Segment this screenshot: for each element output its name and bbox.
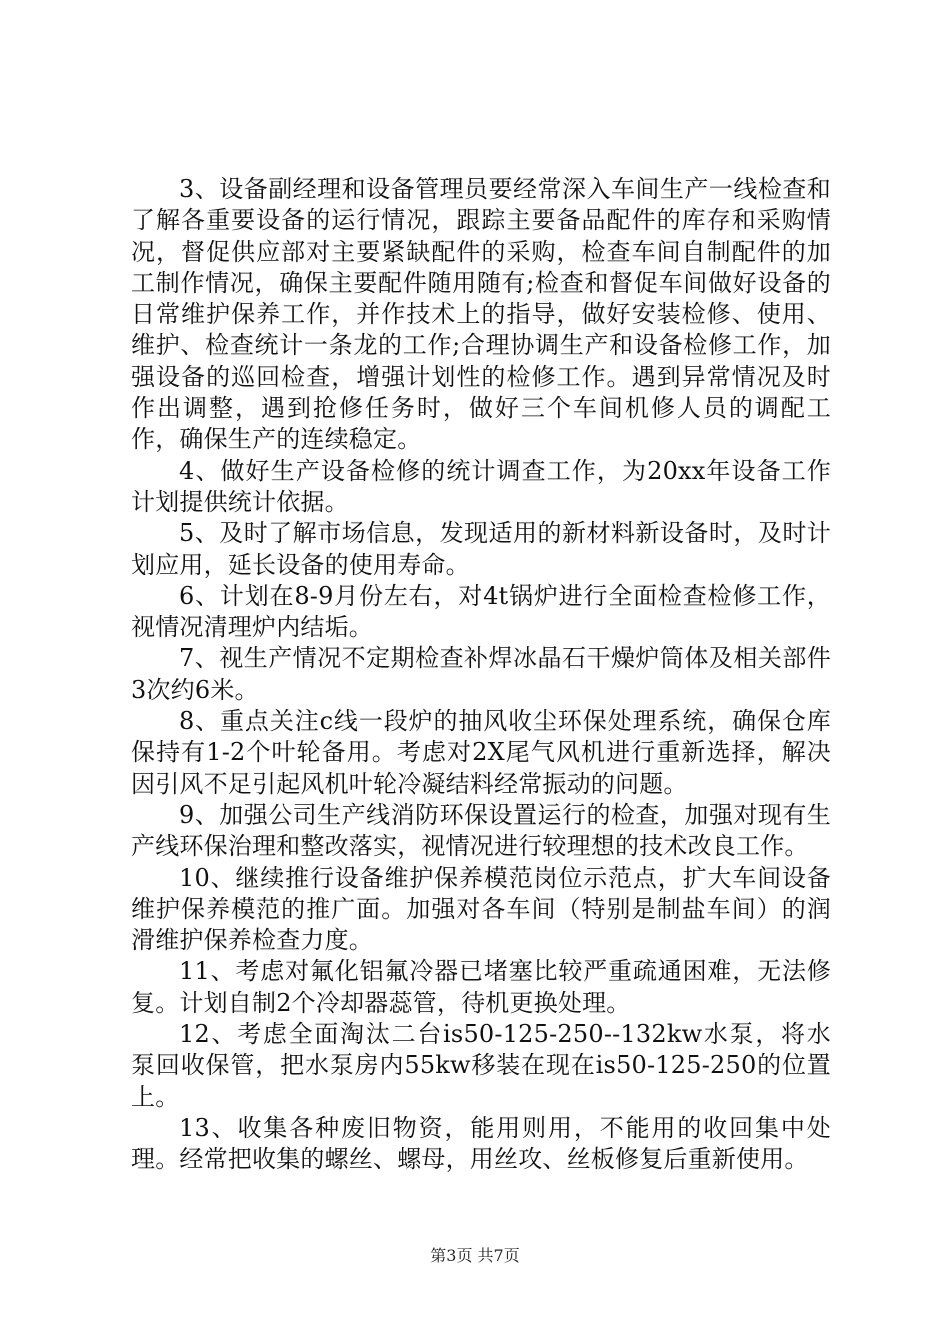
paragraph-3: 3、设备副经理和设备管理员要经常深入车间生产一线检查和了解各重要设备的运行情况，跟踪主要备品配件的库存和采购情况，督促供应部对主要紧缺配件的采购，检查车间自制配件的加工制作情况，确保主要配件随用随有;检查和督促车间做好设备的日常维护保养工作，并作技术上的指导，做好安装检修、使用、维护、检查统计一条龙的工作;合理协调生产和设备检修工作，加强设备的巡回检查，增强计划性的检修工作。遇到异常情况及时作出调整，遇到抢修任务时，做好三个车间机修人员的调配工作，确保生产的连续稳定。	[131, 175, 831, 454]
paragraph-5: 5、及时了解市场信息，发现适用的新材料新设备时，及时计划应用，延长设备的使用寿命。	[131, 519, 831, 579]
paragraph-11: 11、考虑对氟化铝氟冷器已堵塞比较严重疏通困难，无法修复。计划自制2个冷却器蕊管，待机更换处理。	[131, 957, 831, 1017]
paragraph-8: 8、重点关注c线一段炉的抽风收尘环保处理系统，确保仓库保持有1-2个叶轮备用。考虑对2X尾气风机进行重新选择，解决因引风不足引起风机叶轮冷凝结料经常振动的问题。	[131, 707, 831, 798]
document-body	[131, 174, 831, 1176]
paragraph-9: 9、加强公司生产线消防环保设置运行的检查，加强对现有生产线环保治理和整改落实，视情况进行较理想的技术改良工作。	[131, 800, 831, 861]
paragraph-6: 6、计划在8-9月份左右，对4t锅炉进行全面检查检修工作，视情况清理炉内结垢。	[131, 581, 831, 642]
page-footer: 第3页 共7页	[430, 1246, 520, 1265]
paragraph-7: 7、视生产情况不定期检查补焊冰晶石干燥炉筒体及相关部件3次约6米。	[131, 644, 831, 704]
paragraph-13: 13、收集各种废旧物资，能用则用，不能用的收回集中处理。经常把收集的螺丝、螺母，用丝攻、丝板修复后重新使用。	[131, 1113, 831, 1174]
paragraph-10: 10、继续推行设备维护保养模范岗位示范点，扩大车间设备维护保养模范的推广面。加强对各车间（特别是制盐车间）的润滑维护保养检查力度。	[131, 863, 831, 955]
paragraph-12: 12、考虑全面淘汰二台is50-125-250--132kw水泵，将水泵回收保管，把水泵房内55kw移装在现在is50-125-250的位置上。	[131, 1020, 831, 1111]
paragraph-4: 4、做好生产设备检修的统计调查工作，为20xx年设备工作计划提供统计依据。	[131, 456, 831, 516]
